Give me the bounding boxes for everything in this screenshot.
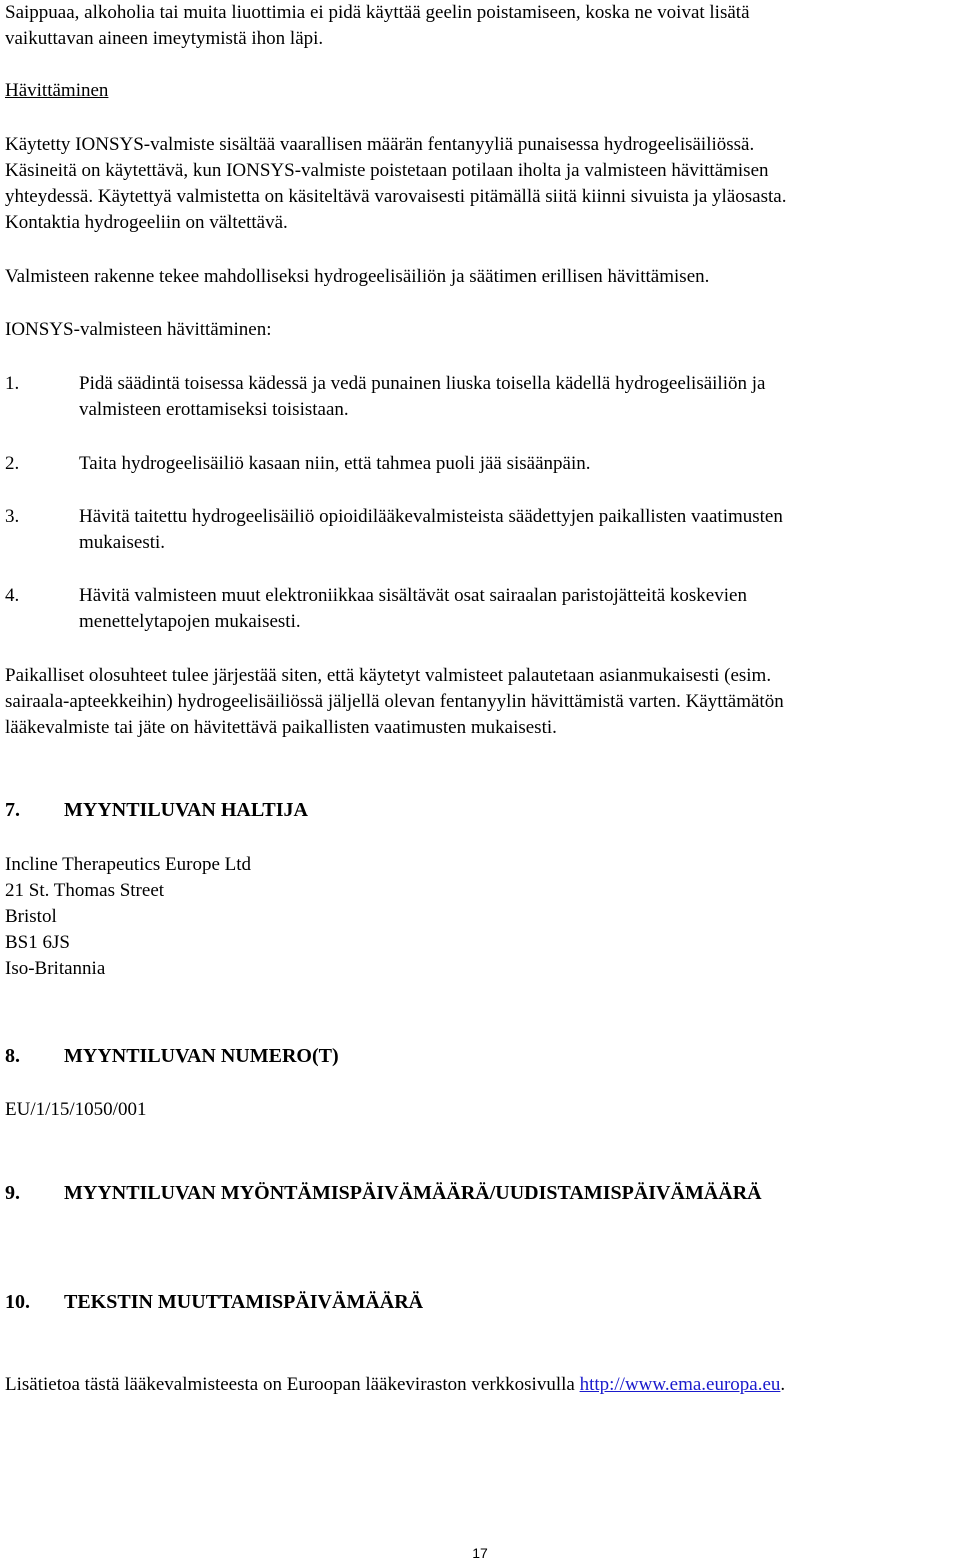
- warning-paragraph: [5, 0, 955, 52]
- ema-website-link[interactable]: http://www.ema.europa.eu: [579, 1374, 781, 1395]
- section-number: 10.: [5, 1291, 30, 1313]
- address-line: 21 St. Thomas Street: [5, 880, 165, 901]
- step-text: [79, 451, 949, 477]
- authorisation-number: EU/1/15/1050/001: [5, 1099, 147, 1120]
- text-line: Hävitä taitettu hydrogeelisäiliö opioidilääkevalmisteista säädettyjen paikallisten vaatimusten: [79, 506, 783, 527]
- step-text: [79, 583, 949, 635]
- step-text: [79, 504, 949, 556]
- marketing-holder-address: [5, 852, 955, 982]
- text-line: Kontaktia hydrogeeliin on vältettävä.: [5, 212, 288, 233]
- section-title: MYYNTILUVAN NUMERO(T): [64, 1045, 339, 1067]
- step-number: 4.: [5, 585, 20, 606]
- address-line: Bristol: [5, 906, 57, 927]
- text-line: valmisteen erottamiseksi toisistaan.: [79, 399, 349, 420]
- more-info-paragraph: [5, 1372, 955, 1398]
- text-line: Taita hydrogeelisäiliö kasaan niin, että tahmea puoli jää sisäänpäin.: [79, 453, 591, 474]
- step-number: 2.: [5, 453, 20, 474]
- section-title: TEKSTIN MUUTTAMISPÄIVÄMÄÄRÄ: [64, 1291, 424, 1313]
- warning-line: vaikuttavan aineen imeytymistä ihon läpi.: [5, 28, 324, 49]
- section-number: 8.: [5, 1045, 20, 1067]
- section-number: 9.: [5, 1182, 20, 1204]
- section-title: MYYNTILUVAN MYÖNTÄMISPÄIVÄMÄÄRÄ/UUDISTAMISPÄIVÄMÄÄRÄ: [64, 1182, 762, 1204]
- text-line: Pidä säädintä toisessa kädessä ja vedä punainen liuska toisella kädellä hydrogeelisäiliön ja: [79, 373, 766, 394]
- more-info-text: Lisätietoa tästä lääkevalmisteesta on Euroopan lääkeviraston verkkosivulla: [5, 1374, 580, 1395]
- section-number: 7.: [5, 799, 20, 821]
- address-line: BS1 6JS: [5, 932, 70, 953]
- section-title: MYYNTILUVAN HALTIJA: [64, 799, 308, 821]
- disposal-paragraph-3: [5, 663, 955, 741]
- text-line: Käsineitä on käytettävä, kun IONSYS-valmiste poistetaan potilaan iholta ja valmisteen hävittämisen: [5, 160, 769, 181]
- text-line: sairaala-apteekkeihin) hydrogeelisäiliössä jäljellä olevan fentanyylin hävittämistä varten. Käyttämätön: [5, 691, 784, 712]
- address-line: Incline Therapeutics Europe Ltd: [5, 854, 252, 875]
- text-line: Käytetty IONSYS-valmiste sisältää vaarallisen määrän fentanyyliä punaisessa hydrogeelisäiliössä.: [5, 134, 755, 155]
- step-number: 1.: [5, 373, 20, 394]
- text-line: menettelytapojen mukaisesti.: [79, 611, 301, 632]
- warning-line: Saippuaa, alkoholia tai muita liuottimia ei pidä käyttää geelin poistamiseen, koska ne voivat lisätä: [5, 2, 750, 23]
- step-number: 3.: [5, 506, 20, 527]
- step-text: [79, 371, 949, 423]
- disposal-heading: Hävittäminen: [5, 80, 109, 101]
- text-line: yhteydessä. Käytettyä valmistetta on käsiteltävä varovaisesti pitämällä siitä kiinni sivuista ja yläosasta.: [5, 186, 787, 207]
- disposal-list-title: IONSYS-valmisteen hävittäminen:: [5, 319, 272, 340]
- text-line: mukaisesti.: [79, 532, 166, 553]
- page-number: 17: [472, 1545, 488, 1561]
- text-line: Paikalliset olosuhteet tulee järjestää siten, että käytetyt valmisteet palautetaan asianmukaisesti (esim.: [5, 665, 772, 686]
- disposal-paragraph-1: [5, 132, 955, 236]
- text-line: Hävitä valmisteen muut elektroniikkaa sisältävät osat sairaalan paristojätteitä koskevien: [79, 585, 747, 606]
- more-info-end: .: [780, 1374, 786, 1395]
- disposal-paragraph-2: Valmisteen rakenne tekee mahdolliseksi hydrogeelisäiliön ja säätimen erillisen hävittämisen.: [5, 266, 710, 287]
- address-line: Iso-Britannia: [5, 958, 106, 979]
- text-line: lääkevalmiste tai jäte on hävitettävä paikallisten vaatimusten mukaisesti.: [5, 717, 557, 738]
